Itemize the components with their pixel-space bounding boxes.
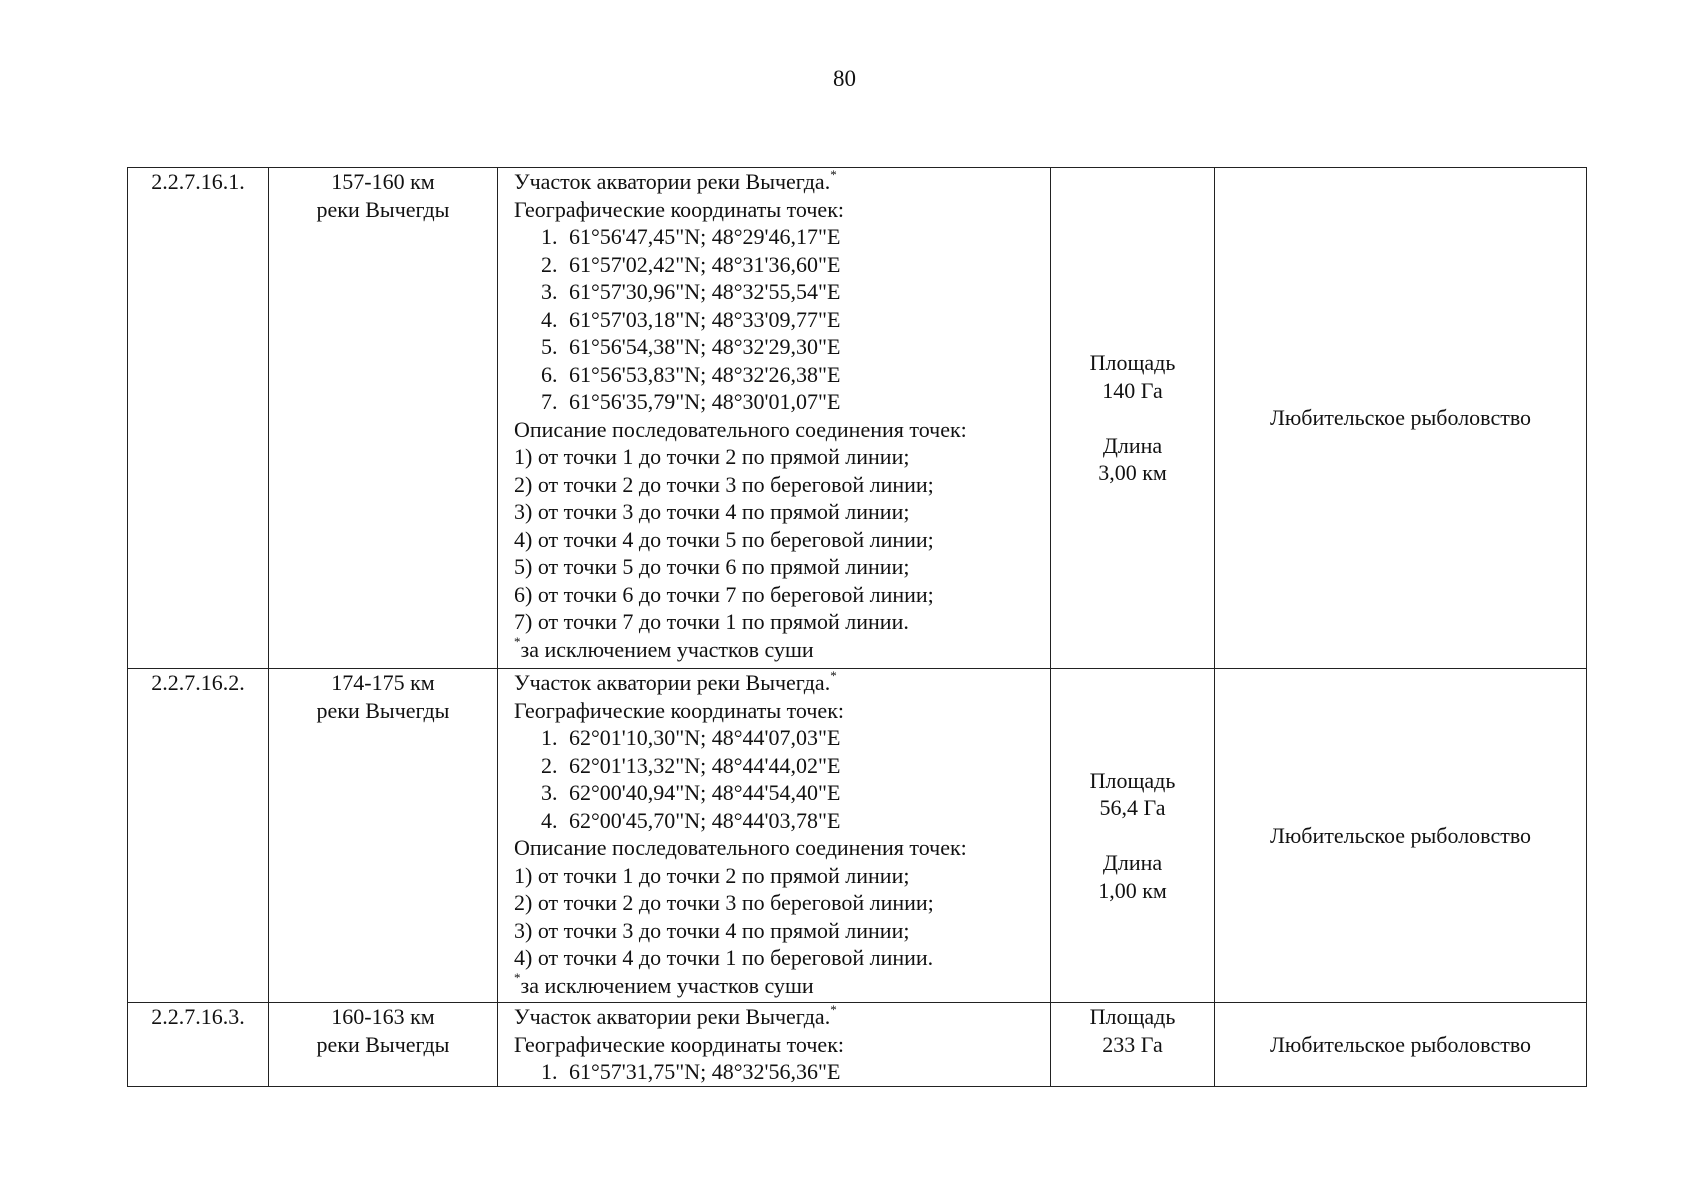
coordinate-point: 4. 62°00'45,70"N; 48°44'03,78"E xyxy=(541,807,841,833)
coordinate-point: 2. 62°01'13,32"N; 48°44'44,02"E xyxy=(541,752,841,778)
connection-item: 4) от точки 4 до точки 5 по береговой линии; xyxy=(514,526,934,552)
row-id: 2.2.7.16.2. xyxy=(128,669,269,1003)
connection-item: 3) от точки 3 до точки 4 по прямой линии; xyxy=(514,499,910,524)
area-title: Участок акватории реки Вычегда.* xyxy=(514,667,837,695)
coordinate-point: 7. 61°56'35,79"N; 48°30'01,07"E xyxy=(541,389,841,414)
location-river: реки Вычегды xyxy=(316,1031,450,1057)
connection-item: 1) от точки 1 до точки 2 по прямой линии; xyxy=(514,862,910,888)
length-label: Длина xyxy=(1102,850,1163,876)
area-label: Площадь xyxy=(1089,1004,1176,1029)
connection-item: 2) от точки 2 до точки 3 по береговой линии; xyxy=(514,890,934,915)
row-description xyxy=(498,168,1051,669)
row-use: Любительское рыболовство xyxy=(1215,669,1587,1003)
coordinate-point: 1. 61°57'31,75"N; 48°32'56,36"E xyxy=(541,1059,841,1084)
connection-item: 7) от точки 7 до точки 1 по прямой линии. xyxy=(514,609,909,634)
row-size xyxy=(1051,1003,1215,1087)
table-row xyxy=(128,1003,1587,1087)
area-label: Площадь xyxy=(1089,767,1176,793)
connections-heading: Описание последовательного соединения точек: xyxy=(514,835,967,860)
location-km: 160-163 км xyxy=(331,1004,435,1029)
row-size xyxy=(1051,669,1215,1003)
coordinate-point: 5. 61°56'54,38"N; 48°32'29,30"E xyxy=(541,334,841,359)
footnote-mark: * xyxy=(830,1001,837,1017)
coordinate-point: 3. 61°57'30,96"N; 48°32'55,54"E xyxy=(541,279,841,304)
row-use: Любительское рыболовство xyxy=(1215,1003,1587,1087)
fishing-areas-table xyxy=(127,167,1587,1087)
length-label: Длина xyxy=(1102,432,1163,458)
coordinate-point: 1. 61°56'47,45"N; 48°29'46,17"E xyxy=(541,224,841,249)
area-value: 140 Га xyxy=(1102,377,1163,403)
connection-item: 4) от точки 4 до точки 1 по береговой линии. xyxy=(514,945,934,970)
area-label: Площадь xyxy=(1089,350,1176,376)
length-value: 1,00 км xyxy=(1098,877,1167,903)
connection-item: 3) от точки 3 до точки 4 по прямой линии; xyxy=(514,917,910,943)
connection-item: 6) от точки 6 до точки 7 по береговой линии; xyxy=(514,581,934,607)
area-title: Участок акватории реки Вычегда.* xyxy=(514,1001,837,1029)
coordinate-point: 3. 62°00'40,94"N; 48°44'54,40"E xyxy=(541,780,841,805)
row-location xyxy=(269,168,498,669)
length-value: 3,00 км xyxy=(1098,460,1167,486)
coordinate-point: 1. 62°01'10,30"N; 48°44'07,03"E xyxy=(541,725,841,750)
area-value: 233 Га xyxy=(1102,1031,1163,1057)
location-km: 157-160 км xyxy=(331,169,435,194)
footnote-mark: * xyxy=(830,667,837,683)
row-size xyxy=(1051,168,1215,669)
location-km: 174-175 км xyxy=(331,670,435,695)
area-title: Участок акватории реки Вычегда.* xyxy=(514,166,837,194)
coords-heading: Географические координаты точек: xyxy=(514,196,844,222)
connections-heading: Описание последовательного соединения точек: xyxy=(514,416,967,442)
row-location xyxy=(269,1003,498,1087)
connection-item: 5) от точки 5 до точки 6 по прямой линии; xyxy=(514,554,910,579)
coordinate-point: 6. 61°56'53,83"N; 48°32'26,38"E xyxy=(541,361,841,387)
row-description xyxy=(498,1003,1051,1087)
row-use: Любительское рыболовство xyxy=(1215,168,1587,669)
footnote: *за исключением участков суши xyxy=(514,970,814,998)
location-river: реки Вычегды xyxy=(316,697,450,723)
table-row xyxy=(128,168,1587,669)
connection-item: 1) от точки 1 до точки 2 по прямой линии; xyxy=(514,444,910,469)
row-id: 2.2.7.16.3. xyxy=(128,1003,269,1087)
footnote: *за исключением участков суши xyxy=(514,634,814,662)
row-location xyxy=(269,669,498,1003)
coordinate-point: 4. 61°57'03,18"N; 48°33'09,77"E xyxy=(541,306,841,332)
coords-heading: Географические координаты точек: xyxy=(514,1031,844,1057)
area-value: 56,4 Га xyxy=(1099,795,1166,821)
row-id: 2.2.7.16.1. xyxy=(128,168,269,669)
connection-item: 2) от точки 2 до точки 3 по береговой линии; xyxy=(514,471,934,497)
coordinate-point: 2. 61°57'02,42"N; 48°31'36,60"E xyxy=(541,251,841,277)
row-description xyxy=(498,669,1051,1003)
footnote-mark: * xyxy=(830,166,837,182)
page-number: 80 xyxy=(833,66,856,91)
location-river: реки Вычегды xyxy=(316,196,450,222)
coords-heading: Географические координаты точек: xyxy=(514,697,844,723)
table-row xyxy=(128,669,1587,1003)
